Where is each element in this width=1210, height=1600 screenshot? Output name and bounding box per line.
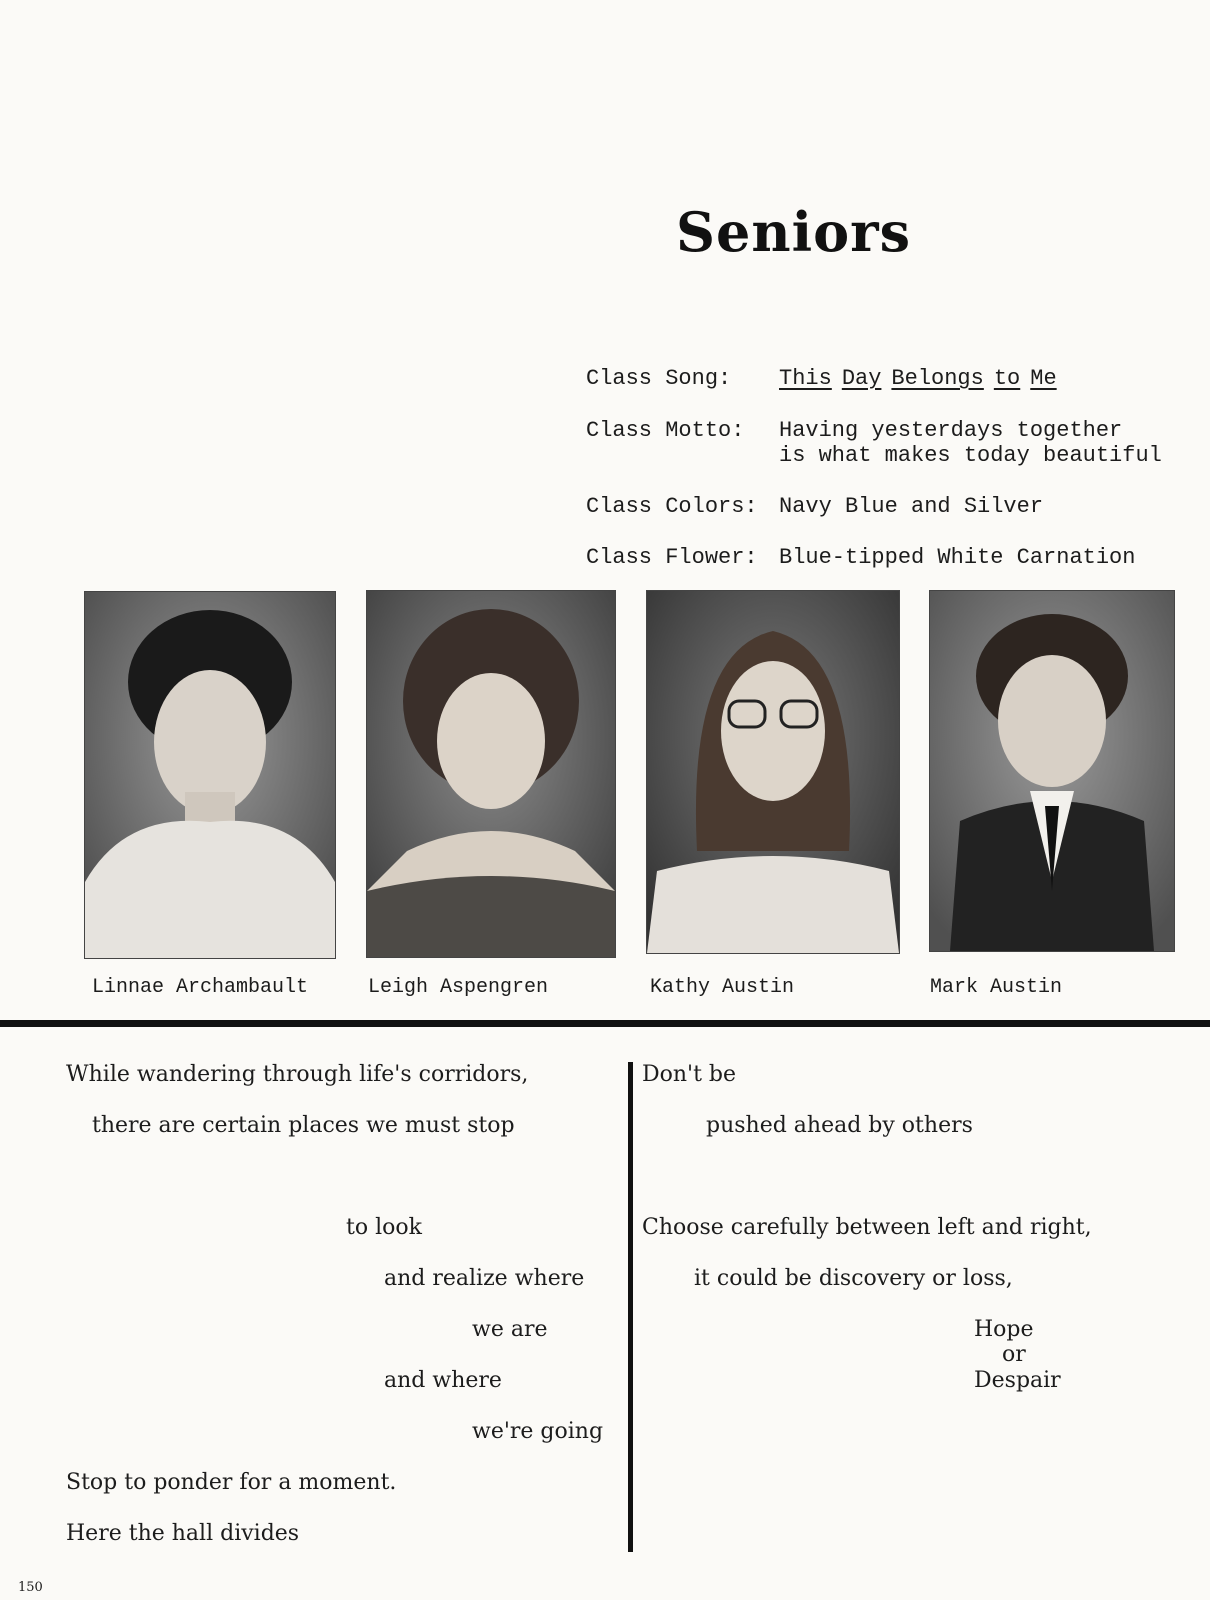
page-title: Seniors (676, 200, 911, 264)
class-colors-value: Navy Blue and Silver (779, 494, 1044, 519)
portrait-photo (84, 591, 336, 959)
class-song-value (779, 366, 1067, 392)
poem-right-line: Despair (974, 1368, 1061, 1393)
poem-left-line: and where (384, 1368, 502, 1393)
song-word: This (779, 366, 832, 391)
class-motto-label: Class Motto: (586, 418, 745, 443)
portrait-name: Linnae Archambault (92, 976, 309, 999)
class-song-label: Class Song: (586, 366, 732, 391)
poem-right-line: Don't be (642, 1062, 737, 1087)
poem-left-line: we are (472, 1317, 548, 1342)
poem-right-line: Hope (974, 1317, 1034, 1342)
portrait-photo (366, 590, 616, 958)
vertical-divider (628, 1062, 633, 1552)
poem-right-line: or (1002, 1342, 1026, 1367)
poem-left-line: to look (346, 1215, 422, 1240)
class-flower-label: Class Flower: (586, 545, 758, 570)
portrait-name: Kathy Austin (650, 976, 795, 999)
portrait-name: Leigh Aspengren (368, 976, 549, 999)
portrait-photo (929, 590, 1175, 952)
song-word: Belongs (891, 366, 984, 391)
class-colors-label: Class Colors: (586, 494, 758, 519)
poem-left-line: While wandering through life's corridors, (66, 1062, 529, 1087)
page-number: 150 (18, 1580, 43, 1595)
portrait-photo (646, 590, 900, 954)
portrait-name: Mark Austin (930, 976, 1063, 999)
class-motto-line1: Having yesterdays together (779, 418, 1123, 443)
poem-left-line: Stop to ponder for a moment. (66, 1470, 397, 1495)
class-motto-line2: is what makes today beautiful (779, 443, 1162, 468)
poem-left-line: Here the hall divides (66, 1521, 300, 1546)
class-flower-value: Blue-tipped White Carnation (779, 545, 1136, 570)
song-word: Day (841, 366, 882, 391)
poem-right-line: pushed ahead by others (706, 1113, 973, 1138)
poem-right-line: it could be discovery or loss, (694, 1266, 1013, 1291)
poem-right-line: Choose carefully between left and right, (642, 1215, 1092, 1240)
song-word: to (993, 366, 1021, 391)
poem-left-line: we're going (472, 1419, 604, 1444)
song-word: Me (1030, 366, 1057, 391)
horizontal-divider (0, 1020, 1210, 1027)
poem-left-line: there are certain places we must stop (92, 1113, 515, 1138)
poem-left-line: and realize where (384, 1266, 585, 1291)
